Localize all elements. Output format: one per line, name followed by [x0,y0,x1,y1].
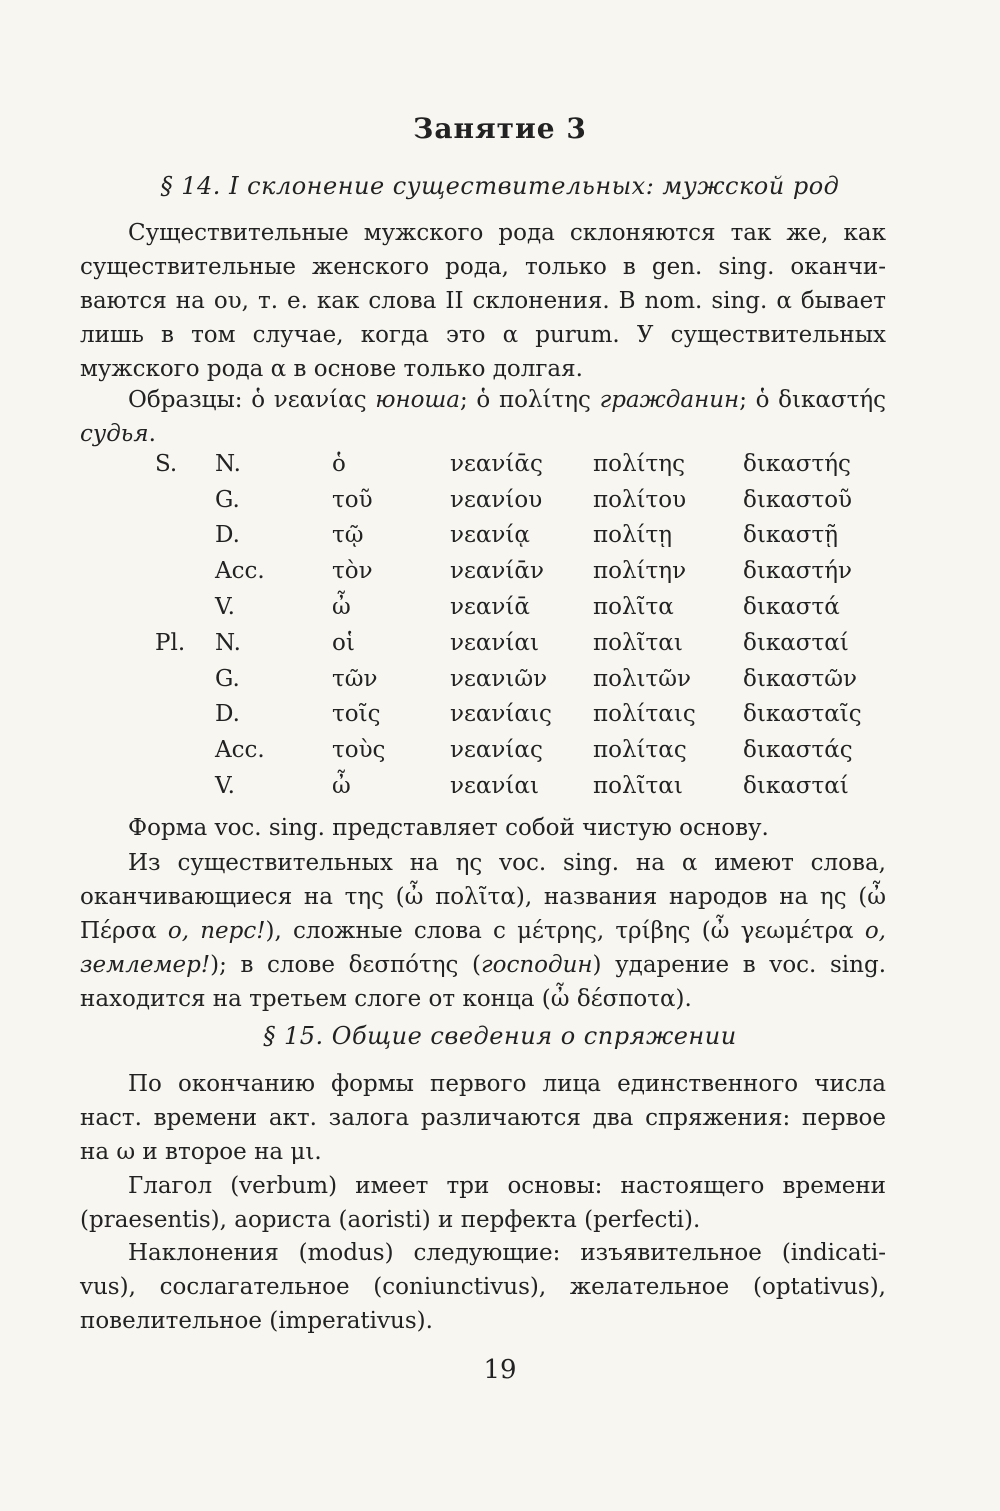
section-15-paragraph-1 [80,1067,886,1169]
declension-cell: πολίταις [593,701,696,728]
declension-cell: ὦ [332,773,351,800]
section-15-paragraph-3 [80,1236,886,1338]
section-15-heading: § 15. Общие сведения о спряжении [263,1022,737,1050]
declension-cell: πολίτην [593,558,687,585]
declension-cell: νεανίας [450,737,543,764]
declension-cell: πολῖτα [593,594,674,621]
declension-cell: δικαστά [743,594,840,621]
text-line: Πέρσα о, перс!), сложные слова с μέτρης, τρίβης (ὦ γεωμέτρα о, [80,918,886,944]
declension-cell [155,768,215,804]
declension-row [155,518,873,554]
declension-row [155,553,873,589]
declension-cell: δικαστής [743,450,851,477]
declension-cell: ὦ [332,594,351,621]
declension-cell: N. [215,629,241,656]
declension-cell: οἱ [332,629,355,656]
declension-cell: V. [215,773,235,800]
text-line: Образцы: ὁ νεανίας юноша; ὁ πολίτης гражданин; ὁ δικαστής [128,387,886,413]
declension-cell: δικασταῖς [743,701,862,728]
declension-row [155,768,873,804]
declension-row [155,732,873,768]
declension-cell: δικαστῶν [743,665,857,692]
declension-cell: τῶν [332,665,378,692]
declension-cell: S. [155,450,178,477]
declension-cell: ὁ [332,450,346,477]
text-line: наст. времени акт. залога различаются два спряжения: первое [80,1105,886,1131]
declension-cell [155,732,215,768]
declension-cell: δικαστῇ [743,522,838,549]
declension-cell: δικασταί [743,629,849,656]
declension-row [155,661,873,697]
text-line: на ω и второе на μι. [80,1139,322,1165]
text-line: Наклонения (modus) следующие: изъявительное (indicati- [128,1240,886,1266]
text-line: повелительное (imperativus). [80,1308,433,1334]
declension-cell: δικαστήν [743,558,852,585]
declension-cell [155,697,215,733]
text-line: vus), сослагательное (coniunctivus), желательное (optativus), [80,1274,886,1300]
text-line: ваются на ου, т. е. как слова II склонения. В nom. sing. α бывает [80,288,886,314]
section-14-heading: § 14. I склонение существительных: мужской род [160,172,840,200]
declension-cell: νεανιῶν [450,665,548,692]
declension-cell: τοὺς [332,737,386,764]
declension-cell: νεανίᾱ [450,594,530,621]
voc-note-paragraph [80,811,886,845]
declension-cell: Acc. [215,737,265,764]
declension-cell: νεανίου [450,486,543,513]
text-line: мужского рода α в основе только долгая. [80,356,583,382]
section-14-paragraph-3 [80,846,886,1016]
text-line: Глагол (verbum) имеет три основы: настоящего времени [128,1173,886,1199]
declension-cell: δικασταί [743,773,849,800]
declension-cell: V. [215,594,235,621]
declension-cell [155,553,215,589]
declension-cell: D. [215,701,240,728]
declension-table [155,446,873,804]
declension-cell: πολῖται [593,629,683,656]
text-line: Форма voc. sing. представляет собой чистую основу. [128,815,769,841]
text-line: оканчивающиеся на της (ὦ πολῖτα), названия народов на ης (ὦ [80,884,886,910]
declension-row [155,625,873,661]
declension-cell [155,518,215,554]
declension-cell: τοῖς [332,701,381,728]
declension-row [155,589,873,625]
text-line: По окончанию формы первого лица единственного числа [128,1071,886,1097]
section-14-paragraph-1 [80,216,886,386]
text-line: Из существительных на ης voc. sing. на α имеют слова, [128,850,886,876]
lesson-title: Занятие 3 [413,112,587,145]
declension-cell: νεανίᾱς [450,450,543,477]
declension-cell: νεανίαις [450,701,552,728]
declension-cell [155,661,215,697]
declension-cell: πολίτου [593,486,687,513]
declension-cell: τὸν [332,558,373,585]
declension-cell: πολίτῃ [593,522,673,549]
declension-cell: Pl. [155,629,186,656]
declension-cell: δικαστοῦ [743,486,853,513]
text-line: землемер!); в слове δεσπότης (господин) ударение в voc. sing. [80,952,886,978]
declension-row [155,446,873,482]
text-line: находится на третьем слоге от конца (ὦ δέσποτα). [80,986,692,1012]
declension-cell: δικαστάς [743,737,853,764]
declension-cell: Acc. [215,558,265,585]
declension-cell: D. [215,522,240,549]
declension-cell: πολῖται [593,773,683,800]
declension-row [155,482,873,518]
declension-cell: νεανίᾱν [450,558,544,585]
declension-cell: πολιτῶν [593,665,692,692]
declension-cell: G. [215,665,240,692]
declension-cell: τῷ [332,522,364,549]
text-line: лишь в том случае, когда это α purum. У существительных [80,322,886,348]
declension-cell [155,482,215,518]
declension-cell: νεανίᾳ [450,522,530,549]
declension-cell: τοῦ [332,486,373,513]
declension-cell [155,589,215,625]
declension-cell: N. [215,450,241,477]
declension-cell: G. [215,486,240,513]
text-line: (praesentis), аориста (aoristi) и перфекта (perfecti). [80,1207,701,1233]
declension-cell: πολίτας [593,737,687,764]
section-15-paragraph-2 [80,1169,886,1237]
text-line: Существительные мужского рода склоняются так же, как [128,220,886,246]
declension-row [155,697,873,733]
page-number: 19 [483,1355,517,1385]
declension-cell: πολίτης [593,450,685,477]
text-line: существительные женского рода, только в gen. sing. оканчи- [80,254,886,280]
declension-cell: νεανίαι [450,629,539,656]
declension-cell: νεανίαι [450,773,539,800]
text-line: судья. [80,421,156,447]
samples-paragraph [80,383,886,451]
